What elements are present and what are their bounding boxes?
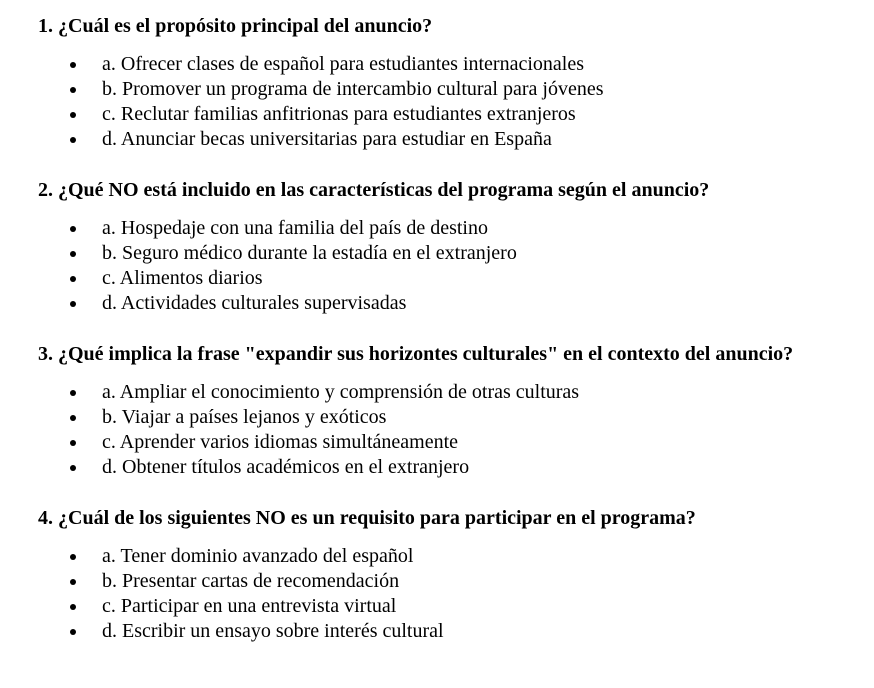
option-list (38, 544, 874, 644)
option-item (38, 544, 874, 569)
bullet-icon (70, 276, 76, 282)
option-text: d. Anunciar becas universitarias para estudiar en España (102, 128, 552, 150)
option-item (38, 569, 874, 594)
option-item (38, 52, 874, 77)
question-title: 3. ¿Qué implica la frase "expandir sus horizontes culturales" en el contexto del anuncio? (38, 343, 794, 365)
option-item (38, 380, 874, 405)
option-list (38, 216, 874, 316)
option-text: c. Aprender varios idiomas simultáneamente (102, 431, 459, 453)
bullet-icon (70, 226, 76, 232)
bullet-icon (70, 440, 76, 446)
option-text: b. Seguro médico durante la estadía en el extranjero (102, 242, 517, 264)
bullet-icon (70, 301, 76, 307)
bullet-icon (70, 554, 76, 560)
option-text: d. Escribir un ensayo sobre interés cultural (102, 620, 444, 642)
question-2 (38, 178, 874, 316)
option-text: c. Participar en una entrevista virtual (102, 595, 397, 617)
option-text: b. Promover un programa de intercambio cultural para jóvenes (102, 78, 604, 100)
option-text: d. Obtener títulos académicos en el extranjero (102, 456, 470, 478)
spacer (38, 480, 874, 506)
option-text: a. Ofrecer clases de español para estudiantes internacionales (102, 53, 584, 75)
bullet-icon (70, 465, 76, 471)
question-4 (38, 506, 874, 644)
option-list (38, 380, 874, 480)
question-3 (38, 342, 874, 480)
question-title: 2. ¿Qué NO está incluido en las características del programa según el anuncio? (38, 179, 710, 201)
question-title: 4. ¿Cuál de los siguientes NO es un requisito para participar en el programa? (38, 507, 696, 529)
option-item (38, 241, 874, 266)
option-text: c. Alimentos diarios (102, 267, 263, 289)
option-item (38, 266, 874, 291)
spacer (38, 152, 874, 178)
bullet-icon (70, 87, 76, 93)
option-text: a. Hospedaje con una familia del país de destino (102, 217, 488, 239)
bullet-icon (70, 112, 76, 118)
option-item (38, 102, 874, 127)
option-item (38, 216, 874, 241)
option-item (38, 291, 874, 316)
option-text: a. Ampliar el conocimiento y comprensión de otras culturas (102, 381, 580, 403)
option-item (38, 594, 874, 619)
bullet-icon (70, 390, 76, 396)
option-text: c. Reclutar familias anfitrionas para estudiantes extranjeros (102, 103, 576, 125)
bullet-icon (70, 629, 76, 635)
option-text: b. Viajar a países lejanos y exóticos (102, 406, 387, 428)
bullet-icon (70, 415, 76, 421)
option-item (38, 619, 874, 644)
option-item (38, 430, 874, 455)
question-title: 1. ¿Cuál es el propósito principal del anuncio? (38, 15, 433, 37)
option-item (38, 405, 874, 430)
bullet-icon (70, 604, 76, 610)
option-text: b. Presentar cartas de recomendación (102, 570, 400, 592)
option-list (38, 52, 874, 152)
option-text: d. Actividades culturales supervisadas (102, 292, 407, 314)
bullet-icon (70, 137, 76, 143)
option-item (38, 127, 874, 152)
spacer (38, 316, 874, 342)
question-1 (38, 14, 874, 152)
option-item (38, 455, 874, 480)
bullet-icon (70, 579, 76, 585)
bullet-icon (70, 62, 76, 68)
option-text: a. Tener dominio avanzado del español (102, 545, 414, 567)
option-item (38, 77, 874, 102)
bullet-icon (70, 251, 76, 257)
